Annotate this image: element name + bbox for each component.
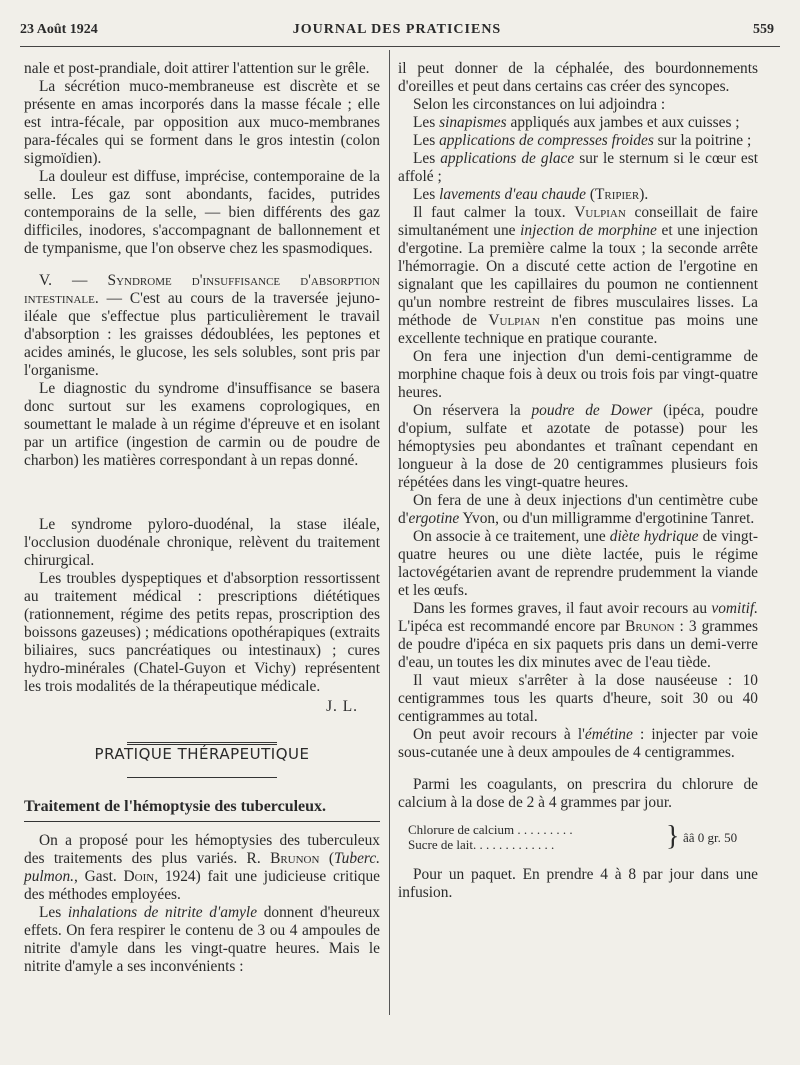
formula-line: Sucre de lait. . . . . . . . . . . . .: [408, 837, 555, 852]
paragraph: On réservera la poudre de Dower (ipéca, poudre d'opium, sulfate et azotate de potasse) pour les hémoptysies peu abondantes et traînant cependant en longueur à la dose de 20 centigrammes plusieurs fois répétées dans les vingt-quatre heures.: [398, 402, 758, 491]
paragraph: Les applications de compresses froides sur la poitrine ;: [413, 132, 752, 149]
right-column: [398, 60, 758, 902]
paragraph: Les sinapismes appliqués aux jambes et aux cuisses ;: [413, 114, 740, 131]
journal-title: JOURNAL DES PRATICIENS: [292, 22, 502, 37]
paragraph: On fera de une à deux injections d'un centimètre cube d'ergotine Yvon, ou d'un milligramme d'ergotinine Tanret.: [398, 492, 758, 527]
paragraph: La douleur est diffuse, imprécise, contemporaine de la selle. Les gaz sont abondants, facides, putrides contemporains de la selle, — bien différents des gaz difficiles, inodores, s'accompagnant de ballonnement et de tympanisme, que l'on observe chez les spasmodiques.: [24, 168, 380, 257]
running-header: [20, 18, 774, 42]
section-rule: [127, 777, 277, 778]
author-signature: J. L.: [326, 698, 358, 715]
paragraph: On associe à ce traitement, une diète hydrique de vingt-quatre heures ou une diète lactée, puis le régime lactovégétarien avant de reprendre prudemment la viande et les œufs.: [398, 528, 758, 599]
article-title: Traitement de l'hémoptysie des tuberculeux.: [24, 798, 380, 822]
paragraph: Il vaut mieux s'arrêter à la dose nauséeuse : 10 centigrammes tous les quarts d'heure, soit 30 ou 40 centigrammes au total.: [398, 672, 758, 725]
paragraph-section-v: V. — Syndrome d'insuffisance d'absorption intestinale. — C'est au cours de la traversée jejuno-iléale que s'effectue plus particulièrement le travail d'absorption : les graisses dédoublées, les peptones et acides aminés, le glucose, les sels solubles, sont pris par l'organisme.: [24, 272, 380, 379]
paragraph: Les lavements d'eau chaude (Tripier).: [413, 186, 649, 203]
paragraph: Il faut calmer la toux. Vulpian conseillait de faire simultanément une injection de morphine et une injection d'ergotine. La première calme la toux ; la seconde arrête l'hémorragie. On a discuté cette action de l'ergotine en signalant que les capillaires du poumon ne contiennent qu'un nombre restreint de fibres musculaires lisses. La méthode de Vulpian n'en constitue pas moins une excellente technique en pratique courante.: [398, 204, 759, 347]
paragraph: Les troubles dyspeptiques et d'absorption ressortissent au traitement médical : prescriptions diététiques (rationnement, régime des petits repas, proscription des boissons gazeuses) ; médications opothérapiques (extraits biliaires, sucs pancréatiques ou intestinaux) ; cures hydro-minérales (Chatel-Guyon et Vichy) représentent les trois modalités de la thérapeutique médicale.: [24, 570, 380, 695]
paragraph: Les applications de glace sur le sternum si le cœur est affolé ;: [398, 150, 758, 185]
left-column: [24, 60, 380, 976]
issue-date: 23 Août 1924: [20, 22, 98, 37]
header-rule: [20, 46, 780, 47]
paragraph: nale et post-prandiale, doit attirer l'attention sur le grêle.: [24, 60, 370, 77]
paragraph: Dans les formes graves, il faut avoir recours au vomitif. L'ipéca est recommandé encore par Brunon : 3 grammes de poudre d'ipéca en six paquets pris dans un demi-verre d'eau, un toutes les dix minutes avec de l'eau tiède.: [398, 600, 758, 671]
paragraph: Selon les circonstances on lui adjoindra :: [413, 96, 666, 113]
formula-line: Chlorure de calcium . . . . . . . . .: [408, 822, 573, 837]
page-number: 559: [753, 22, 774, 37]
paragraph: La sécrétion muco-membraneuse est discrète et se présente en amas incorporés dans la masse fécale ; elle est intra-fécale, par opposition aux muco-membranes para-fécales qui se forment dans le gros intestin (colon sigmoïdien).: [24, 78, 380, 167]
column-divider: [389, 50, 390, 1015]
paragraph: On a proposé pour les hémoptysies des tuberculeux des traitements des plus variés. R. Brunon (Tuberc. pulmon., Gast. Doin, 1924) fait une judicieuse critique des méthodes employées.: [24, 832, 380, 903]
paragraph: Le diagnostic du syndrome d'insuffisance se basera donc surtout sur les examens coprologiques, en soumettant le malade à un régime d'épreuve et en isolant par un artifice (ingestion de carmin ou de poudre de charbon) les matières correspondant à un repas donné.: [24, 380, 380, 469]
paragraph: Parmi les coagulants, on prescrira du chlorure de calcium à la dose de 2 à 4 grammes par jour.: [398, 776, 758, 811]
paragraph: On fera une injection d'un demi-centigramme de morphine chaque fois à deux ou trois fois par vingt-quatre heures.: [398, 348, 758, 401]
paragraph: il peut donner de la céphalée, des bourdonnements d'oreilles et peut dans certains cas créer des syncopes.: [398, 60, 758, 95]
paragraph: Les inhalations de nitrite d'amyle donnent d'heureux effets. On fera respirer le contenu de 3 ou 4 ampoules de nitrite d'amyle dans les vingt-quatre heures. Mais le nitrite d'amyle a ses inconvénients :: [24, 904, 380, 975]
brace: }: [666, 821, 680, 852]
formula-dose: ââ 0 gr. 50: [683, 830, 738, 845]
section-heading: V. — Syndrome d'insuffisance d'absorption intestinale.: [24, 272, 380, 307]
prescription-formula: [408, 822, 758, 852]
section-title: PRATIQUE THÉRAPEUTIQUE: [94, 745, 310, 763]
paragraph: Le syndrome pyloro-duodénal, la stase iléale, l'occlusion duodénale chronique, relèvent du traitement chirurgical.: [24, 516, 380, 569]
paragraph: Pour un paquet. En prendre 4 à 8 par jour dans une infusion.: [398, 866, 758, 901]
paragraph: On peut avoir recours à l'émétine : injecter par voie sous-cutanée une à deux ampoules de 4 centigrammes.: [398, 726, 758, 761]
